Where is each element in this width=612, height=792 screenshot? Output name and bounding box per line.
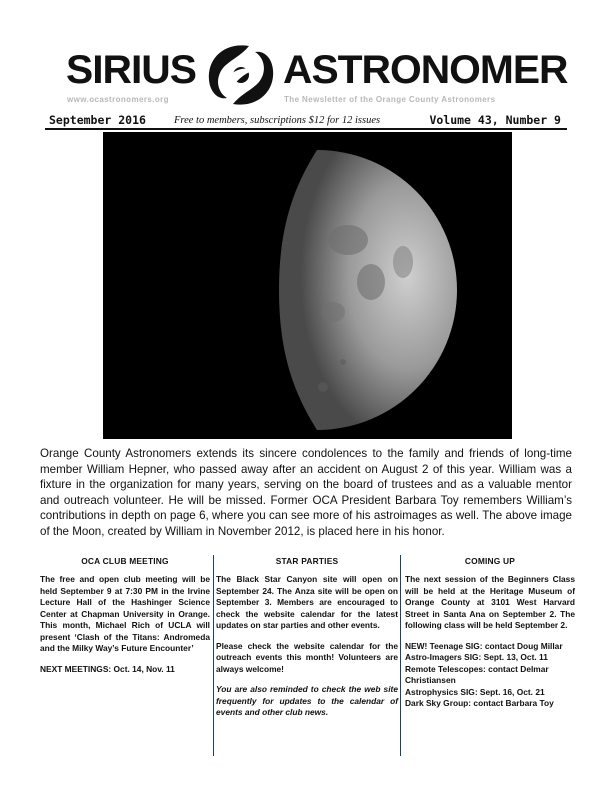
lead-paragraph: Orange County Astronomers extends its sincere condolences to the family and friends of long-time member William Hepner, who passed away after an accident on August 2 of this year. William was a fixture in the organization for many years, serving on the board of trustees and as a valuable mentor and outreach volunteer. He will be missed. Former OCA President Barbara Toy remembers William’s contributions in depth on page 6, where you can see more of his astroimages as well. The above image of the Moon, created by William in November 2012, is placed here in his honor. xyxy=(40,447,572,538)
volume-number: Volume 43, Number 9 xyxy=(429,113,561,127)
masthead xyxy=(0,38,612,108)
outreach-text: Please check the website calendar for the outreach events this month! Volunteers are always welcome! xyxy=(216,640,398,674)
list-item: Astro-Imagers SIG: Sept. 13, Oct. 11 xyxy=(405,652,548,662)
subscription-note: Free to members, subscriptions $12 for 12 issues xyxy=(174,115,381,126)
masthead-url[interactable]: www.ocastronomers.org xyxy=(67,95,169,104)
issue-divider xyxy=(45,128,567,130)
swirl-galaxy-logo-icon xyxy=(203,40,279,110)
club-meeting-column xyxy=(40,556,210,684)
column-divider xyxy=(213,555,214,756)
list-item: Remote Telescopes: contact Delmar Christiansen xyxy=(405,663,549,685)
list-item: NEW! Teenage SIG: contact Doug Millar xyxy=(405,640,563,651)
masthead-title-right: ASTRONOMER xyxy=(283,48,568,92)
list-item: Dark Sky Group: contact Barbara Toy xyxy=(405,698,554,708)
issue-strip xyxy=(45,111,567,131)
issue-date: September 2016 xyxy=(49,113,146,127)
beginners-class-text: The next session of the Beginners Class will be held at the Heritage Museum of Orange County at 3101 West Harvard Street in Santa Ana on September 2. The following class will be held September 2. xyxy=(405,574,575,630)
star-parties-column xyxy=(216,556,398,728)
list-item: Astrophysics SIG: Sept. 16, Oct. 21 xyxy=(405,686,545,697)
club-meeting-heading: OCA CLUB MEETING xyxy=(81,556,169,566)
next-meetings-text: NEXT MEETINGS: Oct. 14, Nov. 11 xyxy=(40,663,175,674)
moon-photo xyxy=(103,132,512,439)
column-divider xyxy=(400,555,401,756)
masthead-title-left: SIRIUS xyxy=(66,48,196,92)
website-reminder-text: You are also reminded to check the web site frequently for updates to the calendar of events and other club news. xyxy=(216,684,398,717)
masthead-tagline: The Newsletter of the Orange County Astronomers xyxy=(284,95,496,104)
coming-up-heading: COMING UP xyxy=(464,556,516,566)
star-parties-text: The Black Star Canyon site will open on September 24. The Anza site will be open on September 3. Members are encouraged to check the website calendar for the latest updates on star parties and other events. xyxy=(216,574,398,630)
star-parties-heading: STAR PARTIES xyxy=(275,556,339,566)
club-meeting-text: The free and open club meeting will be held September 9 at 7:30 PM in the Irvine Lecture Hall of the Hashinger Science Center at Chapman University in Orange. This month, Michael Rich of UCLA will present ‘Clash of the Titans: Andromeda and the Milky Way’s Future Encounter’ xyxy=(40,574,210,653)
coming-up-column xyxy=(405,556,575,710)
